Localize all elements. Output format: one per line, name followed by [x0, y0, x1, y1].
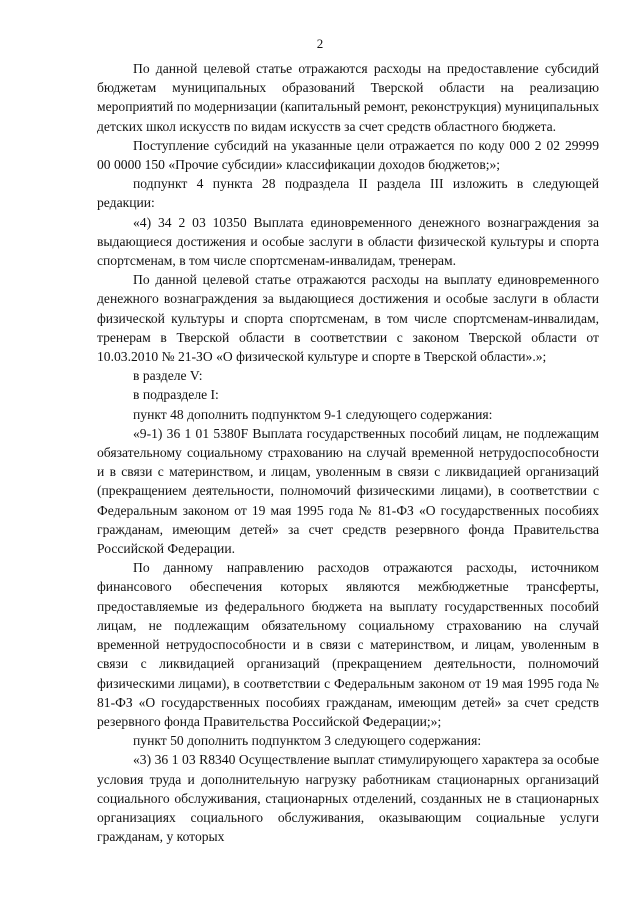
paragraph: По данной целевой статье отражаются расходы на предоставление субсидий бюджетам муниципальных образований Тверской области на реализацию мероприятий по модернизации (капитальный ремонт, реконструкция) муниципальных детских школ искусств по видам искусств за счет средств областного бюджета. — [97, 61, 599, 134]
paragraph: в разделе V: — [133, 368, 203, 384]
paragraph: в подразделе I: — [133, 387, 219, 403]
paragraph: «4) 34 2 03 10350 Выплата единовременного денежного вознаграждения за выдающиеся достижения и особые заслуги в области физической культуры и спорта спортсменам, в том числе спортсменам-инвалидам, тренерам. — [97, 214, 599, 269]
paragraph: пункт 48 дополнить подпунктом 9-1 следующего содержания: — [133, 406, 493, 422]
paragraph: По данной целевой статье отражаются расходы на выплату единовременного денежного вознаграждения за выдающиеся достижения и особые заслуги в области физической культуры и спорта спортсменам, в том числе спортсменам-инвалидам, тренерам в Тверской области в соответствии с законом Тверской области от 10.03.2010 № 21-ЗО «О физической культуре и спорте в Тверской области».»; — [97, 272, 599, 365]
paragraph: пункт 50 дополнить подпунктом 3 следующего содержания: — [133, 733, 482, 749]
page-number: 2 — [316, 36, 324, 51]
paragraph: подпункт 4 пункта 28 подраздела II раздела III изложить в следующей редакции: — [97, 176, 599, 211]
paragraph: «9-1) 36 1 01 5380F Выплата государственных пособий лицам, не подлежащим обязательному социальному страхованию на случай временной нетрудоспособности и в связи с материнством, и лицам, уволенным в связи с ликвидацией организаций (прекращением деятельности, полномочий физическими лицами), в соответствии с Федеральным законом от 19 мая 1995 года № 81-ФЗ «О государственных пособиях гражданам, имеющим детей» за счет средств резервного фонда Правительства Российской Федерации. — [97, 425, 599, 557]
paragraph: «3) 36 1 03 R8340 Осуществление выплат стимулирующего характера за особые условия труда и дополнительную нагрузку работникам стационарных организаций социального обслуживания, стационарных отделений, созданных не в стационарных организациях социального обслуживания, оказывающим социальные услуги гражданам, у которых — [97, 752, 599, 845]
document-body — [97, 59, 599, 846]
paragraph: Поступление субсидий на указанные цели отражается по коду 000 2 02 29999 00 0000 150 «Прочие субсидии» классификации доходов бюджетов;»; — [97, 137, 599, 173]
paragraph: По данному направлению расходов отражаются расходы, источником финансового обеспечения которых являются межбюджетные трансферты, предоставляемые из федерального бюджета на выплату государственных пособий лицам, не подлежащим обязательному социальному страхованию на случай временной нетрудоспособности и в связи с материнством, и лицам, уволенным в связи с ликвидацией организаций (прекращением деятельности, полномочий физическими лицами), в соответствии с Федеральным законом от 19 мая 1995 года № 81-ФЗ «О государственных пособиях гражданам, имеющим детей» за счет средств резервного фонда Правительства Российской Федерации;»; — [97, 560, 599, 729]
